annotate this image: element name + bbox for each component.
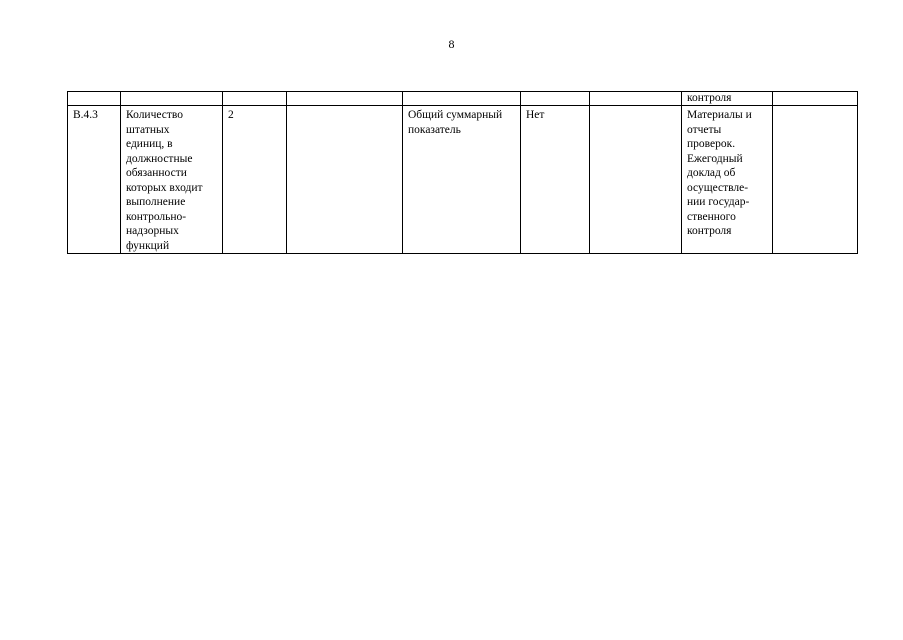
indicator-source-line: Материалы и xyxy=(687,109,752,121)
indicator-source-line: ственного xyxy=(687,210,736,223)
table-cell xyxy=(773,92,858,106)
indicator-source-line: контроля xyxy=(687,225,732,237)
indicator-name-line: выполнение xyxy=(126,196,186,208)
indicator-name-line: штатных xyxy=(126,123,170,136)
table-cell xyxy=(521,92,590,106)
indicator-source-line: отчеты xyxy=(687,123,722,136)
indicator-type-line: Общий суммарный xyxy=(408,109,503,121)
table-cell xyxy=(287,92,403,106)
indicator-source-line: нии государ- xyxy=(687,196,750,208)
indicator-source-line: доклад об xyxy=(687,167,736,179)
indicator-type-line: показатель xyxy=(408,123,461,136)
indicator-type-cell xyxy=(403,106,521,254)
indicator-value-cell: 2 xyxy=(223,106,287,254)
indicator-source-line: осуществле- xyxy=(687,181,749,194)
indicators-table xyxy=(67,91,858,254)
page-number: 8 xyxy=(448,37,455,51)
indicator-name-line: надзорных xyxy=(126,225,179,237)
table-cell xyxy=(68,92,121,106)
indicator-name-cell xyxy=(121,106,223,254)
table-cell xyxy=(223,92,287,106)
table-cell xyxy=(287,106,403,254)
indicator-name-line: единиц, в xyxy=(126,138,173,150)
table-cell xyxy=(773,106,858,254)
indicator-source-line: Ежегодный xyxy=(687,152,743,165)
table-cell-source-continued: контроля xyxy=(682,92,773,106)
table-row-continuation xyxy=(68,92,858,106)
table-cell xyxy=(590,106,682,254)
indicator-name-line: которых входит xyxy=(126,181,203,194)
indicator-name-line: контрольно- xyxy=(126,210,187,223)
indicator-name-line: обязанности xyxy=(126,167,187,179)
table-row xyxy=(68,106,858,254)
table-cell xyxy=(590,92,682,106)
indicator-name-line: Количество xyxy=(126,109,183,121)
indicator-source-line: проверок. xyxy=(687,138,736,150)
indicator-name-line: должностные xyxy=(126,152,193,165)
table-cell xyxy=(121,92,223,106)
indicator-source-cell xyxy=(682,106,773,254)
indicator-flag-cell: Нет xyxy=(521,106,590,254)
table-cell xyxy=(403,92,521,106)
indicator-code-cell: В.4.3 xyxy=(68,106,121,254)
indicator-name-line: функций xyxy=(126,239,170,252)
